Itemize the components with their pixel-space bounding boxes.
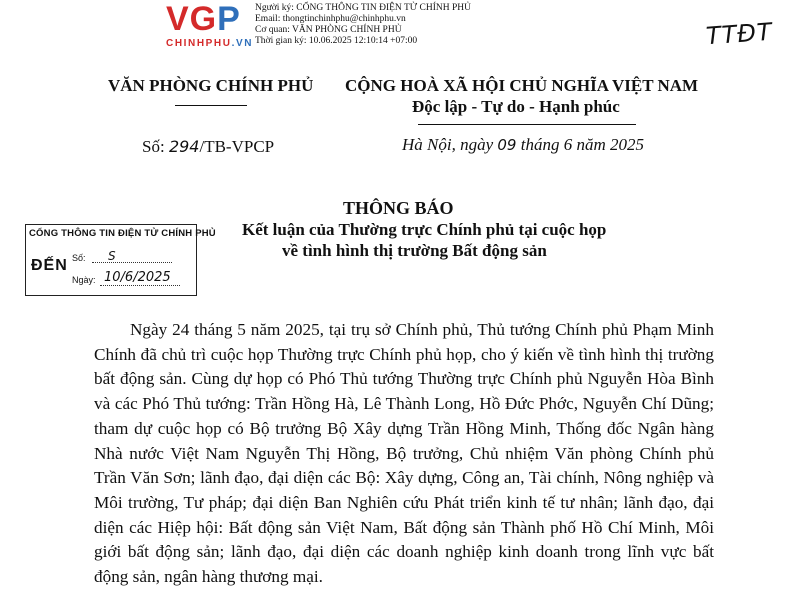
agency-line: Cơ quan: VĂN PHÒNG CHÍNH PHỦ <box>255 25 402 35</box>
logo-sub-red: CHINHPHU <box>166 38 232 49</box>
nation-name: CỘNG HOÀ XÃ HỘI CHỦ NGHĨA VIỆT NAM <box>345 76 699 95</box>
stamp-org: CỔNG THÔNG TIN ĐIỆN TỬ CHÍNH PHỦ <box>29 228 216 239</box>
document-subtitle-2: về tình hình thị trường Bất động sản <box>282 241 547 260</box>
date-suffix: tháng 6 năm 2025 <box>520 135 644 154</box>
so-label: Số: <box>142 137 165 156</box>
time-line: Thời gian ký: 10.06.2025 12:10:14 +07:00 <box>255 36 418 46</box>
stamp-dots-1 <box>92 262 172 263</box>
stamp-ngay-value: 10/6/2025 <box>104 270 171 285</box>
so-number: 294 <box>168 137 200 156</box>
agency-name: VĂN PHÒNG CHÍNH PHỦ <box>108 76 314 95</box>
document-number <box>142 137 274 157</box>
so-suffix: /TB-VPCP <box>199 137 275 156</box>
document-subtitle-1: Kết luận của Thường trực Chính phủ tại cuộc họp <box>242 220 607 239</box>
vgp-logo <box>166 2 241 36</box>
stamp-ngay-label: Ngày: <box>72 275 96 285</box>
email-line: Email: thongtinchinhphu@chinhphu.vn <box>255 14 406 24</box>
motto: Độc lập - Tự do - Hạnh phúc <box>412 97 620 116</box>
agency-underline <box>175 105 247 106</box>
signer-line: Người ký: CỔNG THÔNG TIN ĐIỆN TỬ CHÍNH PHỦ <box>255 3 471 13</box>
logo-sub-blue: .VN <box>231 38 254 49</box>
stamp-so-value: S <box>108 249 116 263</box>
document-date <box>402 135 644 155</box>
stamp-dots-2 <box>100 285 180 286</box>
document-title: THÔNG BÁO <box>343 198 454 218</box>
logo-text: VG <box>166 0 218 38</box>
handwritten-code: TTĐT <box>705 17 774 51</box>
logo-text-p: P <box>217 0 241 38</box>
motto-underline <box>418 124 636 125</box>
date-day: 09 <box>497 136 517 154</box>
body-paragraph: Ngày 24 tháng 5 năm 2025, tại trụ sở Chính phủ, Thủ tướng Chính phủ Phạm Minh Chính đã chủ trì cuộc họp Thường trực Chính phủ họp, cho ý kiến về tình hình thị trường bất động sản. Cùng dự họp có Phó Thủ tướng Thường trực Chính phủ Nguyễn Hòa Bình và các Phó Thủ tướng: Trần Hồng Hà, Lê Thành Long, Hồ Đức Phớc, Nguyễn Chí Dũng; tham dự cuộc họp có Bộ trưởng Bộ Xây dựng Trần Hồng Minh, Thống đốc Ngân hàng Nhà nước Việt Nam Nguyễn Thị Hồng, Bộ trưởng, Chủ nhiệm Văn phòng Chính phủ Trần Văn Sơn; lãnh đạo, đại diện các Bộ: Xây dựng, Công an, Tài chính, Nông nghiệp và Môi trường, Tư pháp; đại diện Ban Nghiên cứu Phát triển kinh tế tư nhân; lãnh đạo, đại diện các Hiệp hội: Bất động sản Việt Nam, Bất động sản Thành phố Hồ Chí Minh, Môi giới bất động sản; lãnh đạo, đại diện các doanh nghiệp kinh doanh trong lĩnh vực bất động sản, ngân hàng thương mại. <box>94 320 714 587</box>
logo-subtext <box>166 38 253 49</box>
date-prefix: Hà Nội, ngày <box>402 135 494 154</box>
stamp-den: ĐẾN <box>31 257 68 274</box>
digital-signature-info <box>255 3 471 47</box>
stamp-so-label: Số: <box>72 253 86 263</box>
